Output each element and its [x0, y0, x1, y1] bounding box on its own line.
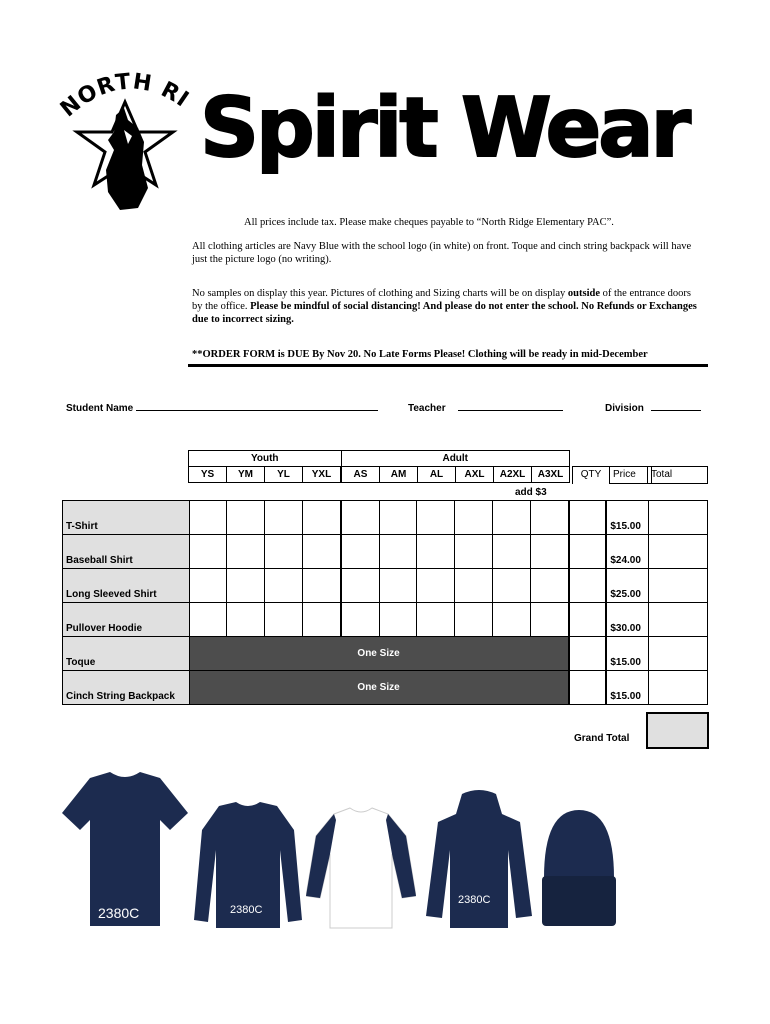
size-header-cell: YM [227, 467, 265, 483]
product-tshirt-image [60, 768, 190, 928]
division-label: Division [605, 403, 644, 414]
size-qty-cell[interactable] [302, 501, 340, 535]
size-qty-cell[interactable] [417, 603, 455, 637]
size-qty-cell[interactable] [379, 535, 417, 569]
total-cell[interactable] [649, 569, 708, 603]
item-name: Baseball Shirt [63, 535, 190, 569]
qty-cell[interactable] [569, 671, 607, 705]
size-qty-cell[interactable] [189, 501, 227, 535]
size-qty-cell[interactable] [341, 535, 379, 569]
tshirt-code: 2380C [98, 905, 140, 921]
divider [188, 364, 708, 367]
item-name: Long Sleeved Shirt [63, 569, 190, 603]
one-size-note: One Size [189, 637, 568, 671]
page-title: Spirit Wear [200, 81, 689, 176]
size-qty-cell[interactable] [227, 535, 265, 569]
division-input[interactable] [651, 410, 701, 411]
youth-header: Youth [189, 451, 342, 467]
order-row [63, 603, 708, 637]
total-header: Total [647, 466, 708, 484]
school-logo [58, 70, 193, 215]
price-cell: $15.00 [606, 637, 648, 671]
price-cell: $25.00 [606, 569, 648, 603]
size-qty-cell[interactable] [492, 501, 530, 535]
size-qty-cell[interactable] [302, 569, 340, 603]
longsleeve-code: 2380C [230, 904, 263, 916]
qty-header: QTY [572, 466, 610, 484]
price-cell: $30.00 [606, 603, 648, 637]
one-size-note: One Size [189, 671, 568, 705]
size-qty-cell[interactable] [302, 535, 340, 569]
item-name: Toque [63, 637, 190, 671]
order-row [63, 569, 708, 603]
order-row [63, 671, 708, 705]
qty-cell[interactable] [569, 501, 607, 535]
size-qty-cell[interactable] [492, 535, 530, 569]
size-qty-cell[interactable] [455, 501, 493, 535]
size-qty-cell[interactable] [265, 569, 303, 603]
qty-cell[interactable] [569, 569, 607, 603]
division-field [605, 403, 701, 414]
size-header-cell: AM [380, 467, 418, 483]
size-qty-cell[interactable] [530, 535, 568, 569]
size-header-cell: AL [418, 467, 456, 483]
item-name: Cinch String Backpack [63, 671, 190, 705]
order-row [63, 501, 708, 535]
adult-header: Adult [341, 451, 570, 467]
price-header: Price [609, 466, 652, 484]
size-qty-cell[interactable] [227, 569, 265, 603]
qty-cell[interactable] [569, 603, 607, 637]
student-name-label: Student Name [66, 403, 134, 414]
price-cell: $15.00 [606, 501, 648, 535]
size-header-cell: AS [341, 467, 380, 483]
size-qty-cell[interactable] [341, 569, 379, 603]
product-baseball-shirt-image [306, 806, 416, 930]
due-date-notice: **ORDER FORM is DUE By Nov 20. No Late Forms Please! Clothing will be ready in mid-December [192, 349, 648, 360]
size-qty-cell[interactable] [265, 603, 303, 637]
size-qty-cell[interactable] [265, 535, 303, 569]
size-header-cell: A2XL [494, 467, 532, 483]
size-header-cell: AXL [456, 467, 494, 483]
item-name: T-Shirt [63, 501, 190, 535]
product-longsleeve-image [194, 800, 302, 930]
size-qty-cell[interactable] [492, 603, 530, 637]
info-line-3: No samples on display this year. Pictures of clothing and Sizing charts will be on display outside of the entrance doors by the office. Please be mindful of social distancing! And please do not enter the school. No Refunds or Exchanges due to incorrect sizing. [192, 288, 697, 325]
size-qty-cell[interactable] [492, 569, 530, 603]
total-cell[interactable] [649, 603, 708, 637]
qty-cell[interactable] [569, 637, 607, 671]
size-qty-cell[interactable] [417, 501, 455, 535]
order-row [63, 637, 708, 671]
size-qty-cell[interactable] [341, 603, 379, 637]
grand-total-label: Grand Total [574, 733, 630, 744]
size-qty-cell[interactable] [341, 501, 379, 535]
size-qty-cell[interactable] [227, 603, 265, 637]
student-name-field [66, 403, 378, 414]
grand-total-box[interactable] [646, 712, 709, 749]
logo-text: NORTH RI [58, 70, 193, 123]
size-qty-cell[interactable] [189, 603, 227, 637]
size-qty-cell[interactable] [379, 569, 417, 603]
price-cell: $15.00 [606, 671, 648, 705]
surcharge-note: add $3 [515, 487, 547, 498]
size-header-cell: YXL [303, 467, 342, 483]
size-header-cell: YL [265, 467, 303, 483]
size-qty-cell[interactable] [417, 535, 455, 569]
product-hoodie-image [424, 790, 534, 930]
teacher-field [408, 403, 563, 414]
size-qty-cell[interactable] [189, 535, 227, 569]
item-name: Pullover Hoodie [63, 603, 190, 637]
size-header-cell: A3XL [532, 467, 570, 483]
size-qty-cell[interactable] [455, 535, 493, 569]
hoodie-code: 2380C [458, 894, 491, 906]
size-qty-cell[interactable] [379, 501, 417, 535]
size-header-cell: YS [189, 467, 227, 483]
size-qty-cell[interactable] [530, 501, 568, 535]
info-line-1: All prices include tax. Please make cheques payable to “North Ridge Elementary PAC”. [244, 217, 614, 228]
size-qty-cell[interactable] [302, 603, 340, 637]
size-qty-cell[interactable] [189, 569, 227, 603]
student-name-input[interactable] [136, 410, 378, 411]
teacher-input[interactable] [458, 410, 563, 411]
qty-cell[interactable] [569, 535, 607, 569]
size-qty-cell[interactable] [455, 569, 493, 603]
order-grid [62, 500, 708, 705]
total-cell[interactable] [649, 535, 708, 569]
size-qty-cell[interactable] [227, 501, 265, 535]
total-cell[interactable] [649, 671, 708, 705]
teacher-label: Teacher [408, 403, 446, 414]
size-qty-cell[interactable] [455, 603, 493, 637]
size-qty-cell[interactable] [417, 569, 455, 603]
size-qty-cell[interactable] [265, 501, 303, 535]
price-cell: $24.00 [606, 535, 648, 569]
info-line-2: All clothing articles are Navy Blue with the school logo (in white) on front. Toque and cinch string backpack will have just the picture logo (no writing). [192, 241, 692, 265]
total-cell[interactable] [649, 501, 708, 535]
product-toque-image [540, 808, 618, 928]
size-header [188, 450, 570, 483]
size-qty-cell[interactable] [530, 603, 568, 637]
total-cell[interactable] [649, 637, 708, 671]
size-qty-cell[interactable] [530, 569, 568, 603]
size-qty-cell[interactable] [379, 603, 417, 637]
order-row [63, 535, 708, 569]
